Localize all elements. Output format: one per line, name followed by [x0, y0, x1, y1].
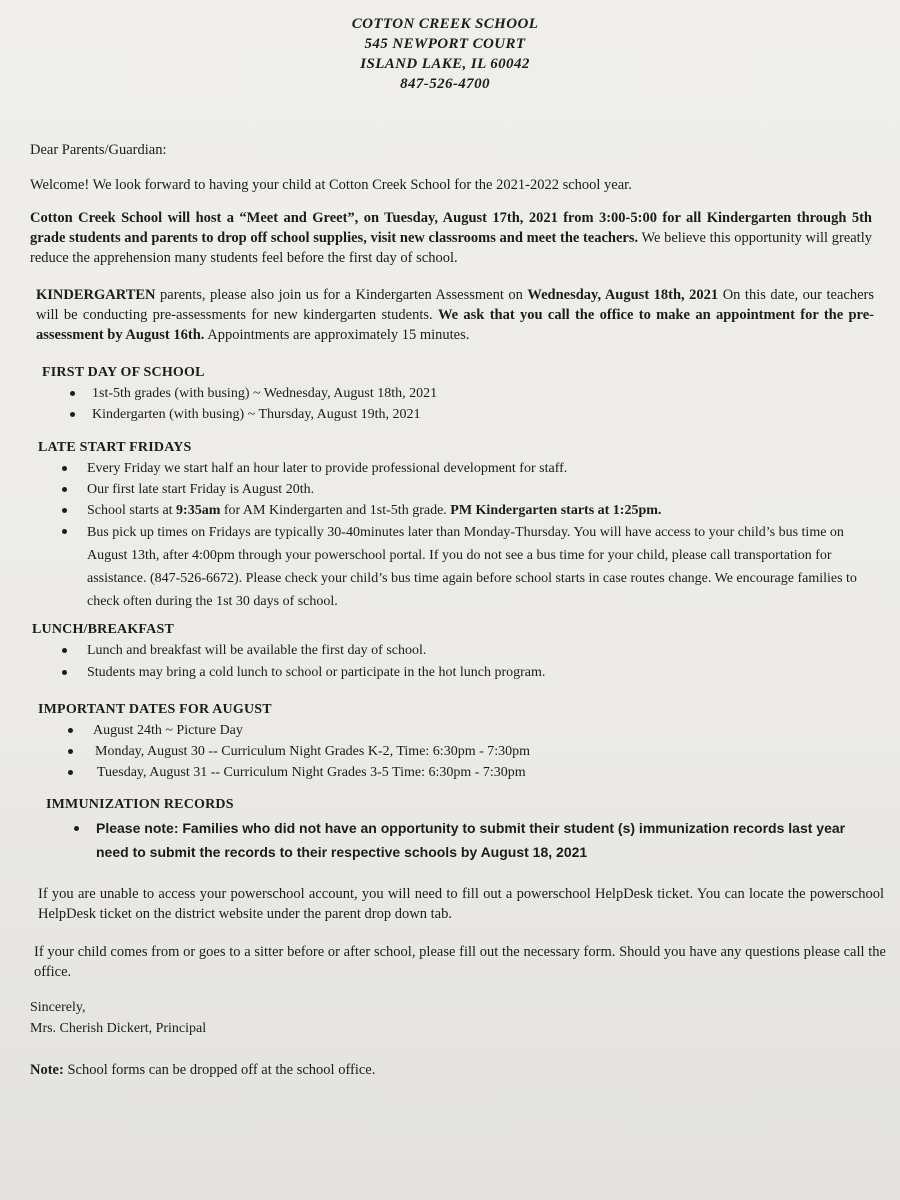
- lunch-item-text: Lunch and breakfast will be available the first day of school.: [87, 643, 427, 658]
- assessment-date: Wednesday, August 18th, 2021: [527, 287, 719, 303]
- list-item: [62, 458, 862, 479]
- bullet-icon: [62, 670, 67, 675]
- school-name: COTTON CREEK SCHOOL: [351, 16, 539, 32]
- date-item-text: August 24th ~ Picture Day: [93, 723, 243, 738]
- salutation: Dear Parents/Guardian:: [30, 142, 167, 158]
- bullet-icon: [68, 749, 73, 754]
- late-start-item-text: School starts at: [87, 503, 177, 518]
- first-day-item-text: 1st-5th grades (with busing) ~ Wednesday, August 18th, 2021: [92, 386, 438, 401]
- late-start-item-text: Our first late start Friday is August 20th.: [87, 482, 315, 497]
- first-day-item-text: Kindergarten (with busing) ~ Thursday, August 19th, 2021: [92, 407, 421, 422]
- first-day-list: [70, 383, 770, 425]
- list-item: [62, 662, 842, 684]
- note-label: Note:: [30, 1062, 64, 1078]
- meet-greet-paragraph: [30, 208, 872, 268]
- closing: Sincerely,: [30, 1000, 86, 1015]
- list-item: [62, 640, 842, 662]
- kindergarten-label: KINDERGARTEN: [36, 287, 156, 303]
- bullet-icon: [68, 728, 73, 733]
- lunch-heading: LUNCH/BREAKFAST: [32, 622, 174, 637]
- dates-list: [68, 720, 848, 783]
- first-day-heading: FIRST DAY OF SCHOOL: [42, 365, 205, 380]
- letterhead: [0, 14, 890, 94]
- list-item: [74, 816, 874, 864]
- pm-start-time: PM Kindergarten starts at 1:25pm.: [450, 503, 662, 518]
- late-start-item-text: Every Friday we start half an hour later to provide professional development for staff.: [87, 461, 568, 476]
- date-item-text: Monday, August 30 -- Curriculum Night Grades K-2, Time: 6:30pm - 7:30pm: [95, 744, 531, 759]
- late-start-list: [62, 458, 862, 613]
- meet-greet-text: We believe this opportunity will greatly reduce the apprehension many students feel before the first day of school.: [30, 230, 872, 266]
- list-item: [70, 404, 770, 425]
- start-time: 9:35am: [176, 503, 221, 518]
- kindergarten-paragraph: [36, 285, 874, 345]
- powerschool-paragraph: If you are unable to access your powerschool account, you will need to fill out a powerschool HelpDesk ticket. You can locate the powerschool HelpDesk ticket on the district website under the parent drop down tab.: [38, 886, 884, 922]
- bullet-icon: [62, 529, 67, 534]
- school-city: ISLAND LAKE, IL 60042: [360, 56, 530, 72]
- appointment-request: We ask that you call the office to make an appointment for the pre-assessment by August 16th.: [36, 307, 874, 343]
- list-item: [68, 762, 848, 783]
- bullet-icon: [62, 508, 67, 513]
- kindergarten-text-1: parents, please also join us for a Kindergarten Assessment on: [155, 287, 528, 303]
- school-phone: 847-526-4700: [400, 76, 490, 92]
- list-item: [68, 720, 848, 741]
- kindergarten-text-3: Appointments are approximately 15 minutes.: [204, 327, 470, 343]
- bullet-icon: [62, 466, 67, 471]
- lunch-list: [62, 640, 842, 684]
- bullet-icon: [62, 648, 67, 653]
- sitter-paragraph: If your child comes from or goes to a sitter before or after school, please fill out the necessary form. Should you have any questions please call the office.: [34, 944, 886, 980]
- bullet-icon: [62, 487, 67, 492]
- list-item: [62, 500, 862, 521]
- list-item: [62, 521, 862, 613]
- bullet-icon: [74, 826, 79, 831]
- list-item: [62, 479, 862, 500]
- lunch-item-text: Students may bring a cold lunch to school or participate in the hot lunch program.: [87, 665, 546, 680]
- late-start-heading: LATE START FRIDAYS: [38, 440, 192, 455]
- immunization-heading: IMMUNIZATION RECORDS: [46, 797, 234, 812]
- bullet-icon: [68, 770, 73, 775]
- date-item-text: Tuesday, August 31 -- Curriculum Night Grades 3-5 Time: 6:30pm - 7:30pm: [97, 765, 526, 780]
- bullet-icon: [70, 412, 75, 417]
- list-item: [70, 383, 770, 404]
- bus-times-text: Bus pick up times on Fridays are typically 30-40minutes later than Monday-Thursday. You will have access to your child’s bus time on August 13th, after 4:00pm through your powerschool portal. If you do not see a bus time for your child, please call transportation for assistance. (847-526-6672). Please check your child’s bus time again before school starts in case routes change. We encourage families to check often during the 1st 30 days of school.: [87, 525, 857, 609]
- dates-heading: IMPORTANT DATES FOR AUGUST: [38, 702, 272, 717]
- list-item: [68, 741, 848, 762]
- immunization-list: [74, 816, 874, 864]
- kindergarten-text-2: On this date, our teachers will be conducting pre-assessments for new kindergarten students.: [36, 287, 874, 323]
- bullet-icon: [70, 391, 75, 396]
- immunization-note: Please note: Families who did not have an opportunity to submit their student (s) immunization records last year need to submit the records to their respective schools by August 18, 2021: [96, 820, 846, 860]
- signer: Mrs. Cherish Dickert, Principal: [30, 1021, 207, 1036]
- late-start-item-text: for AM Kindergarten and 1st-5th grade.: [220, 503, 451, 518]
- meet-greet-bold: Cotton Creek School will host a “Meet and Greet”, on Tuesday, August 17th, 2021 from 3:00-5:00 for all Kindergarten through 5th grade students and parents to drop off school supplies, visit new classrooms and meet the teachers.: [30, 210, 872, 246]
- school-street: 545 NEWPORT COURT: [364, 36, 526, 52]
- welcome-paragraph: Welcome! We look forward to having your child at Cotton Creek School for the 2021-2022 school year.: [30, 177, 632, 193]
- footer-note: [30, 1060, 375, 1080]
- note-text: School forms can be dropped off at the school office.: [63, 1062, 376, 1078]
